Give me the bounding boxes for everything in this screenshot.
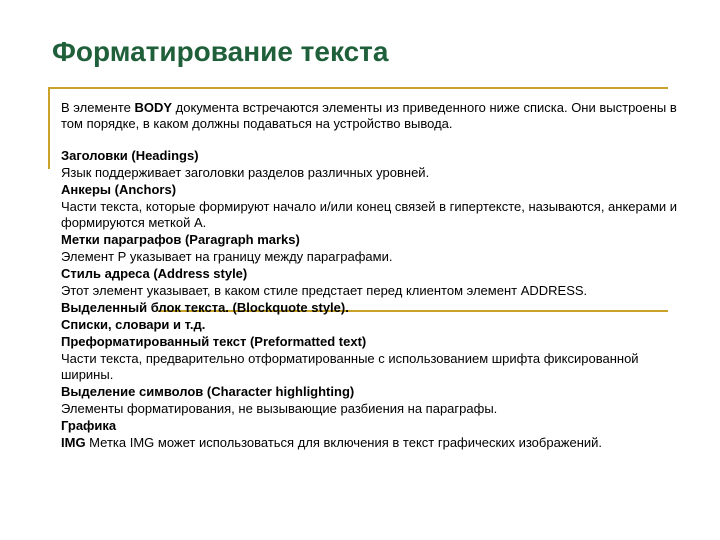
text-character-highlighting: Элементы форматирования, не вызывающие разбиения на параграфы. [61, 401, 498, 416]
text-headings: Язык поддерживает заголовки разделов различных уровней. [61, 165, 430, 180]
heading-graphics: Графика [61, 418, 117, 433]
heading-character-highlighting: Выделение символов (Character highlighting) [61, 384, 355, 399]
slide-body [61, 100, 691, 452]
text-paragraph-marks: Элемент Р указывает на границу между параграфами. [61, 249, 393, 264]
heading-headings: Заголовки (Headings) [61, 148, 199, 163]
intro-paragraph [61, 100, 691, 132]
text-preformatted: Части текста, предварительно отформатированные с использованием шрифта фиксированной ширины. [61, 351, 639, 382]
heading-lists: Списки, словари и т.д. [61, 317, 206, 332]
img-text: Метка IMG может использоваться для включения в текст графических изображений. [85, 435, 603, 450]
heading-anchors: Анкеры (Anchors) [61, 182, 177, 197]
intro-text-end: документа встречаются элементы из приведенного ниже списка. Они выстроены в том порядке, в каком должны подаваться на устройство вывода. [61, 100, 677, 131]
left-accent-bar [48, 89, 50, 169]
intro-text-start: В элементе [61, 100, 135, 115]
text-anchors: Части текста, которые формируют начало и/или конец связей в гипертексте, называются, анкерами и формируются меткой А. [61, 199, 678, 230]
slide-title: Форматирование текста [52, 36, 389, 67]
heading-blockquote: Выделенный блок текста. (Blockquote style). [61, 300, 349, 315]
heading-paragraph-marks: Метки параграфов (Paragraph marks) [61, 232, 300, 247]
heading-preformatted: Преформатированный текст (Preformatted text) [61, 334, 367, 349]
heading-address-style: Стиль адреса (Address style) [61, 266, 248, 281]
img-keyword: IMG [61, 435, 86, 450]
intro-body-keyword: BODY [134, 100, 173, 115]
text-address-style: Этот элемент указывает, в каком стиле предстает перед клиентом элемент ADDRESS. [61, 283, 588, 298]
img-paragraph [61, 435, 691, 451]
title-underline [48, 87, 668, 89]
